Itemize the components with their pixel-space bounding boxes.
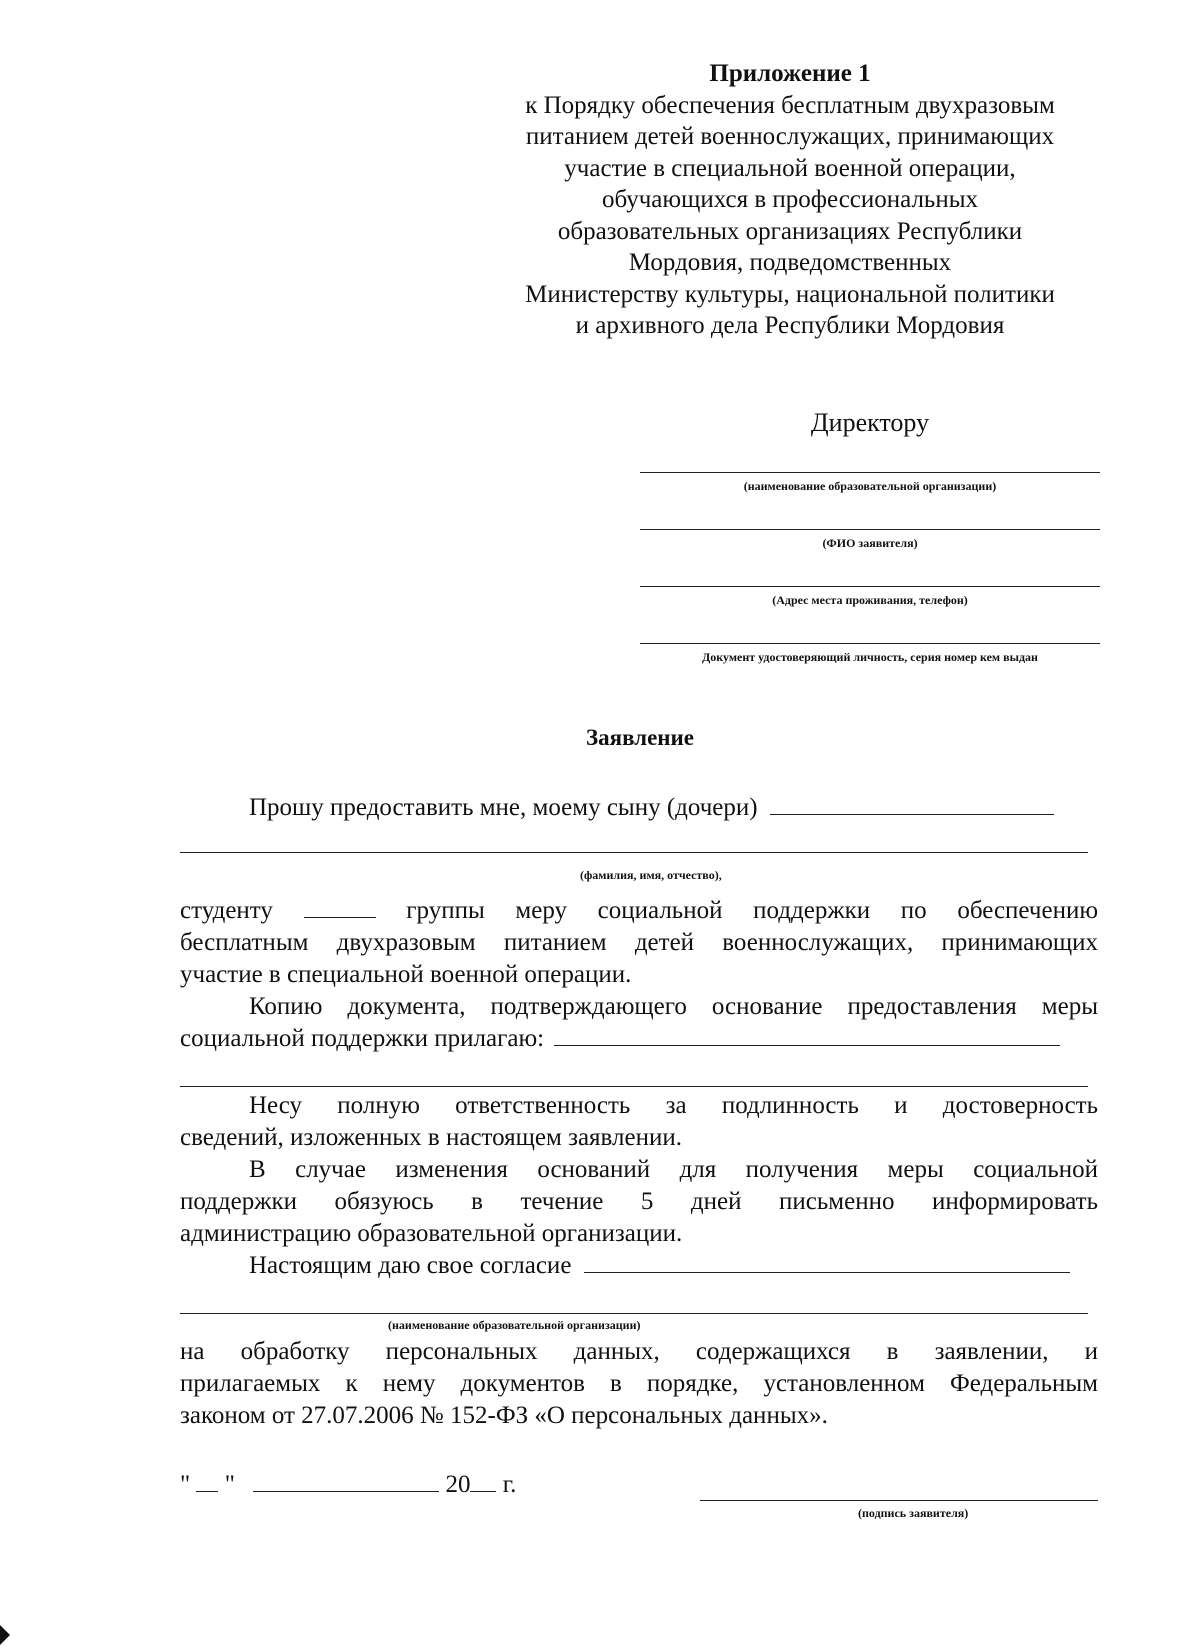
paragraph-line: участие в специальной военной операции. xyxy=(180,961,632,988)
consent-org-caption: (наименование образовательной организации) xyxy=(388,1318,641,1332)
paragraph-line: прилагаемых к нему документов в порядке, установленном Федеральным xyxy=(180,1370,1098,1397)
paragraph-line: сведений, изложенных в настоящем заявлении. xyxy=(180,1124,682,1151)
annex-line: участие в специальной военной операции, xyxy=(564,154,1016,182)
paragraph-line: Несу полную ответственность за подлинность и достоверность xyxy=(249,1092,1098,1119)
id-document-field[interactable] xyxy=(640,643,1100,644)
paragraph-line: Копию документа, подтверждающего основание предоставления меры xyxy=(249,993,1098,1020)
statement-title: Заявление xyxy=(585,725,695,750)
group-number-field[interactable] xyxy=(304,895,376,918)
documents-line xyxy=(180,1023,1060,1055)
consent-org-field[interactable] xyxy=(584,1250,1070,1273)
applicant-fio-field[interactable] xyxy=(640,529,1100,530)
paragraph-line: законом от 27.07.2006 № 152-ФЗ «О персональных данных». xyxy=(180,1402,828,1429)
address-phone-caption: (Адрес места проживания, телефон) xyxy=(772,593,968,607)
signature-field[interactable] xyxy=(700,1500,1098,1501)
annex-line: к Порядку обеспечения бесплатным двухразовым xyxy=(525,91,1055,119)
signature-caption: (подпись заявителя) xyxy=(858,1506,969,1520)
addressee-director: Директору xyxy=(810,408,930,437)
annex-line: Мордовия, подведомственных xyxy=(628,249,952,276)
org-name-field[interactable] xyxy=(640,472,1100,473)
request-text: Прошу предоставить мне, моему сыну (дочери) xyxy=(249,794,758,821)
student-word: студенту xyxy=(180,897,273,924)
annex-line: питанием детей военнослужащих, принимающих xyxy=(525,123,1055,150)
consent-text: Настоящим даю свое согласие xyxy=(249,1252,572,1279)
request-line xyxy=(249,792,1054,824)
consent-line xyxy=(249,1250,1070,1282)
paragraph-line: на обработку персональных данных, содержащихся в заявлении, и xyxy=(180,1338,1098,1365)
attached-documents-field-cont[interactable] xyxy=(180,1086,1088,1087)
id-document-caption: Документ удостоверяющий личность, серия номер кем выдан xyxy=(702,650,1038,664)
annex-line: обучающихся в профессиональных xyxy=(601,186,979,213)
date-year-field[interactable] xyxy=(470,1469,496,1492)
child-name-field-cont[interactable] xyxy=(180,852,1088,853)
date-line xyxy=(180,1469,516,1501)
year-suffix: г. xyxy=(502,1471,517,1498)
year-prefix: 20 xyxy=(445,1471,471,1498)
date-quote-close: " xyxy=(224,1471,235,1498)
child-name-caption: (фамилия, имя, отчество), xyxy=(580,868,722,882)
address-phone-field[interactable] xyxy=(640,586,1100,587)
paragraph-line: администрацию образовательной организации. xyxy=(180,1220,683,1247)
annex-line: образовательных организациях Республики xyxy=(557,217,1023,245)
applicant-fio-caption: (ФИО заявителя) xyxy=(822,536,918,550)
group-line xyxy=(180,895,1098,927)
scan-edge-mark xyxy=(0,1625,10,1645)
documents-text: социальной поддержки прилагаю: xyxy=(180,1025,545,1052)
annex-line: Министерству культуры, национальной политики xyxy=(525,280,1055,308)
date-month-field[interactable] xyxy=(253,1469,439,1492)
group-line-text: группы меру социальной поддержки по обеспечению xyxy=(406,897,1099,924)
date-quote-open: " xyxy=(180,1471,191,1498)
date-day-field[interactable] xyxy=(196,1469,218,1492)
annex-title: Приложение 1 xyxy=(709,60,871,87)
child-name-field[interactable] xyxy=(770,792,1054,815)
paragraph-line: В случае изменения оснований для получения меры социальной xyxy=(249,1156,1098,1183)
paragraph-line: поддержки обязуюсь в течение 5 дней письменно информировать xyxy=(180,1188,1098,1215)
paragraph-line: бесплатным двухразовым питанием детей военнослужащих, принимающих xyxy=(180,929,1098,956)
annex-header xyxy=(500,58,1080,342)
consent-org-field-cont[interactable] xyxy=(180,1313,1088,1314)
attached-documents-field[interactable] xyxy=(554,1023,1060,1046)
org-name-caption: (наименование образовательной организации) xyxy=(743,479,997,493)
annex-line: и архивного дела Республики Мордовия xyxy=(575,312,1005,339)
